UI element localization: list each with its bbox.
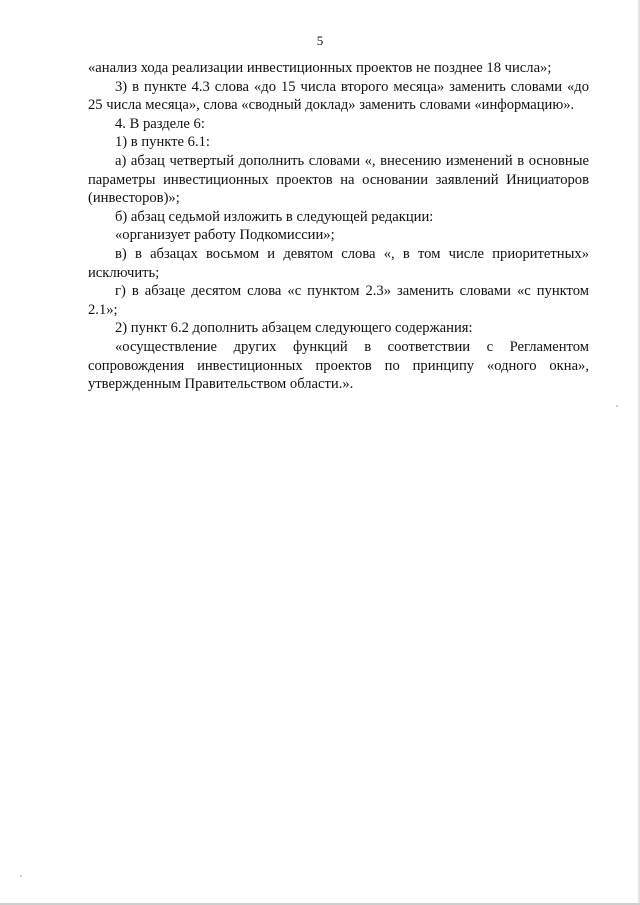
page-number: 5 [316, 33, 324, 48]
paragraph-subitem-v: в) в абзацах восьмом и девятом слова «, в том числе приоритетных» исключить; [88, 245, 589, 281]
paragraph-subitem-a: а) абзац четвертый дополнить словами «, внесению изменений в основные параметры инвестиционных проектов на основании заявлений Инициаторов (инвесторов)»; [88, 152, 589, 207]
scan-speck [616, 405, 618, 407]
scan-speck [20, 875, 22, 877]
paragraph-item-3: 3) в пункте 4.3 слова «до 15 числа второго месяца» заменить словами «до 25 числа месяца», слова «сводный доклад» заменить словами «информацию». [88, 78, 589, 114]
paragraph-final-quote: «осуществление других функций в соответствии с Регламентом сопровождения инвестиционных проектов по принципу «одного окна», утвержденным Правительством области.». [88, 338, 589, 393]
paragraph-subitem-b: б) абзац седьмой изложить в следующей редакции: [115, 208, 434, 225]
paragraph-continuation: «анализ хода реализации инвестиционных проектов не позднее 18 числа»; [88, 60, 552, 76]
paragraph-subitem-2: 2) пункт 6.2 дополнить абзацем следующего содержания: [115, 320, 473, 337]
paragraph-subitem-g: г) в абзаце десятом слова «с пунктом 2.3» заменить словами «с пунктом 2.1»; [88, 283, 589, 318]
paragraph-subitem-1: 1) в пункте 6.1: [115, 134, 210, 151]
paragraph-section-4: 4. В разделе 6: [115, 115, 205, 132]
document-body [88, 59, 589, 394]
paragraph-quote: «организует работу Подкомиссии»; [115, 227, 335, 244]
